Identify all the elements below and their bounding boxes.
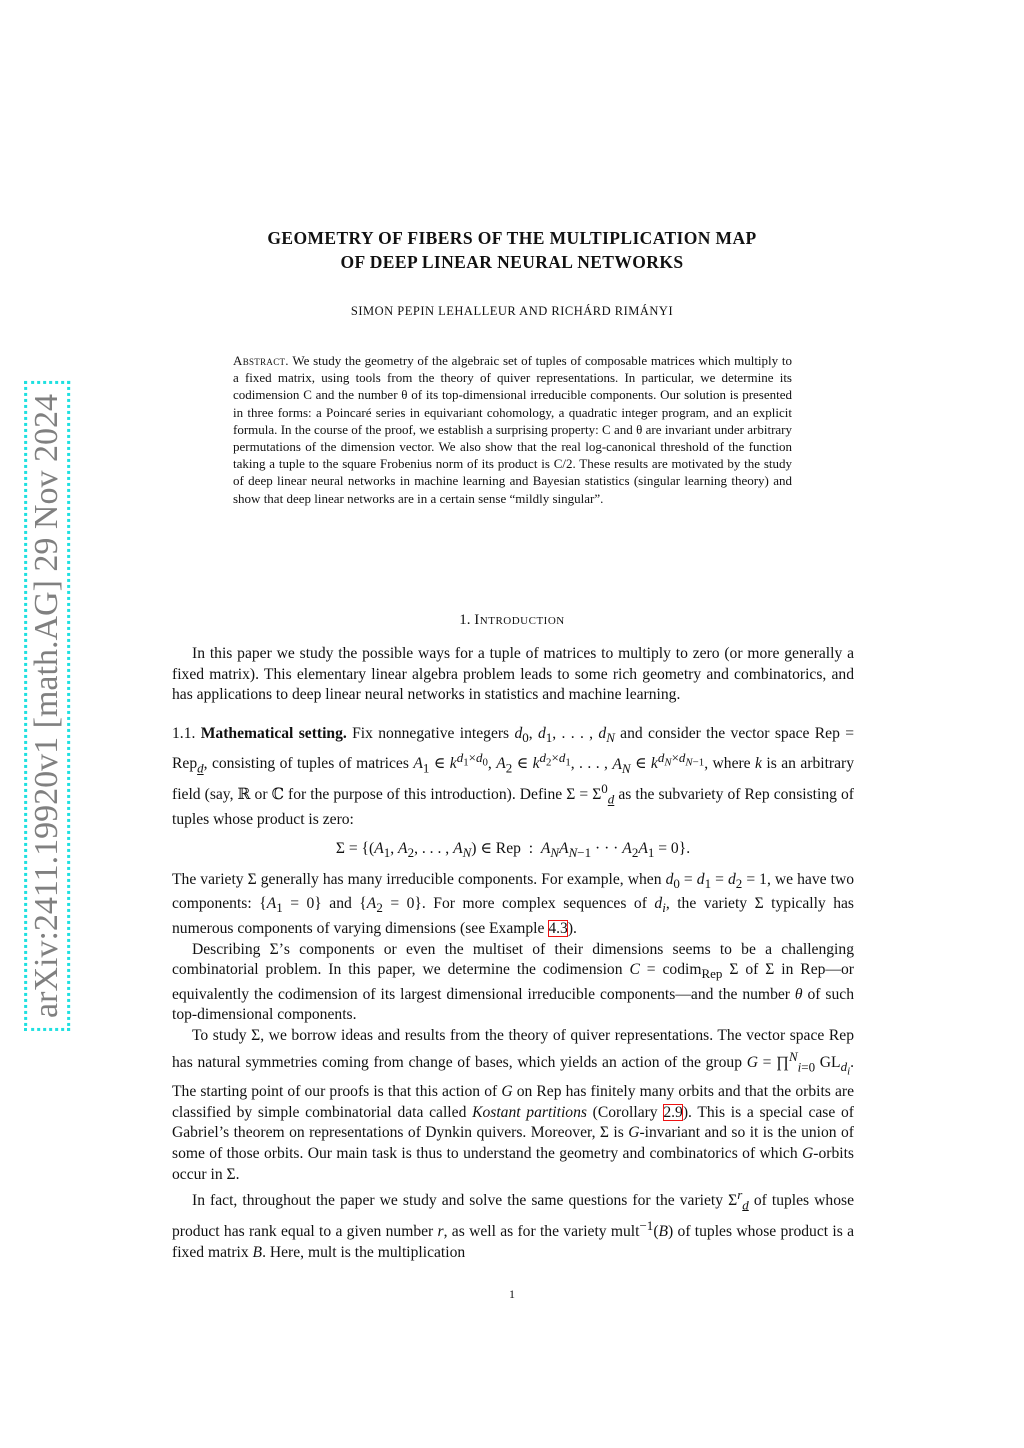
subsection-title: Mathematical setting.	[200, 724, 347, 742]
body-text	[172, 644, 854, 1263]
abstract-text: We study the geometry of the algebraic set of tuples of composable matrices which multiply to a fixed matrix, using tools from the theory of quiver representations. In particular, we determine its codimension C and the number θ of its top-dimensional irreducible components. Our solution is presented in three forms: a Poincaré series in equivariant cohomology, a quadratic integer program, and an explicit formula. In the course of the proof, we establish a surprising property: C and θ are invariant under arbitrary permutations of the dimension vector. We also show that the real log-canonical threshold of the function taking a tuple to the square Frobenius norm of its product is C/2. These results are motivated by the study of deep linear neural networks in machine learning and Bayesian statistics (singular learning theory) and show that deep linear networks are in a certain sense “mildly singular”.	[233, 353, 792, 506]
paper-title	[170, 226, 854, 274]
paragraph-quiver-representations: To study Σ, we borrow ideas and results from the theory of quiver representations. The vector space Rep has natural symmetries coming from change of bases, which yields an action of the group G = ∏$^N_{i=0}$ $GL_{d_i}$. The starting point of our proofs is that this action of G on Rep has finitely many orbits and that the orbits are classified by simple combinatorial data called Kostant partitions (Corollary 2.9). This is a special case of Gabriel’s theorem on representations of Dynkin quivers. Moreover, Σ is G-invariant and so it is the union of some of those orbits. Our main task is thus to understand the geometry and combinatorics of which G-orbits occur in Σ.	[172, 1027, 854, 1183]
abstract	[233, 352, 792, 507]
section-heading	[170, 612, 854, 629]
section-number: 1.	[459, 612, 471, 628]
paragraph-irreducible-components: The variety Σ generally has many irreducible components. For example, when $d_0 = d_1 = d_2 = 1$, we have two components: $\{A_1 = 0\}$ and $\{A_2 = 0\}$. For more complex sequences of $d_i$, the variety Σ typically has numerous components of varying dimensions (see Example 4.3).	[172, 870, 855, 937]
paper-title-line-1: GEOMETRY OF FIBERS OF THE MULTIPLICATION MAP	[267, 228, 757, 248]
example-reference-link[interactable]: 4.3	[548, 919, 568, 937]
paragraph-rank-variety: In fact, throughout the paper we study and solve the same questions for the variety $\Sigma^r_d$ of tuples whose product has rank equal to a given number r, as well as for the variety mult$^{-1}$(B) of tuples whose product is a fixed matrix B. Here, mult is the multiplication	[172, 1187, 855, 1261]
arxiv-identifier-stamp[interactable]: arXiv:2411.19920v1 [math.AG] 29 Nov 2024	[24, 381, 70, 1031]
corollary-reference-link[interactable]: 2.9	[663, 1103, 683, 1121]
abstract-label: Abstract.	[233, 353, 289, 368]
paper-title-line-2: OF DEEP LINEAR NEURAL NETWORKS	[340, 252, 684, 272]
intro-paragraph: In this paper we study the possible ways for a tuple of matrices to multiply to zero (or more generally a fixed matrix). This elementary linear algebra problem leads to some rich geometry and combinatorics, and has applications to deep linear neural networks in statistics and machine learning.	[172, 645, 854, 704]
section-title: Introduction	[474, 612, 565, 628]
paragraph-mathematical-setting: 1.1. Mathematical setting. Fix nonnegative integers $d_0$, $d_1$, . . . , $d_N$ and consider the vector space Rep = Rep$_d$, consisting of tuples of matrices $A_1$ ∈ $k^{d_1\times d_0}$, $A_2$ ∈ $k^{d_2\times d_1}$, . . . , $A_N$ ∈ $k^{d_N\times d_{N-1}}$, where k is an arbitrary field (say, ℝ or ℂ for the purpose of this introduction). Define $\Sigma = \Sigma^0_d$ as the subvariety of Rep consisting of tuples whose product is zero:	[172, 724, 855, 829]
subsection-number: 1.1.	[172, 724, 196, 742]
page-number: 1	[509, 1287, 515, 1301]
equation-sigma: $\Sigma = \{(A_1$, $A_2$, . . . , $A_N$) ∈ Rep : $A_NA_{N-1}$ · · · $A_2A_1 = 0$}.	[335, 839, 691, 860]
arxiv-stamp-area	[28, 375, 66, 1037]
paper-authors: SIMON PEPIN LEHALLEUR AND RICHÁRD RIMÁNYI	[350, 304, 674, 318]
paragraph-codimension: Describing Σ’s components or even the multiset of their dimensions seems to be a challenging combinatorial problem. In this paper, we determine the codimension C = codim$_{Rep}$ Σ of Σ in Rep—or equivalently the codimension of its largest dimensional irreducible components—and the number θ of such top-dimensional components.	[172, 940, 854, 1024]
